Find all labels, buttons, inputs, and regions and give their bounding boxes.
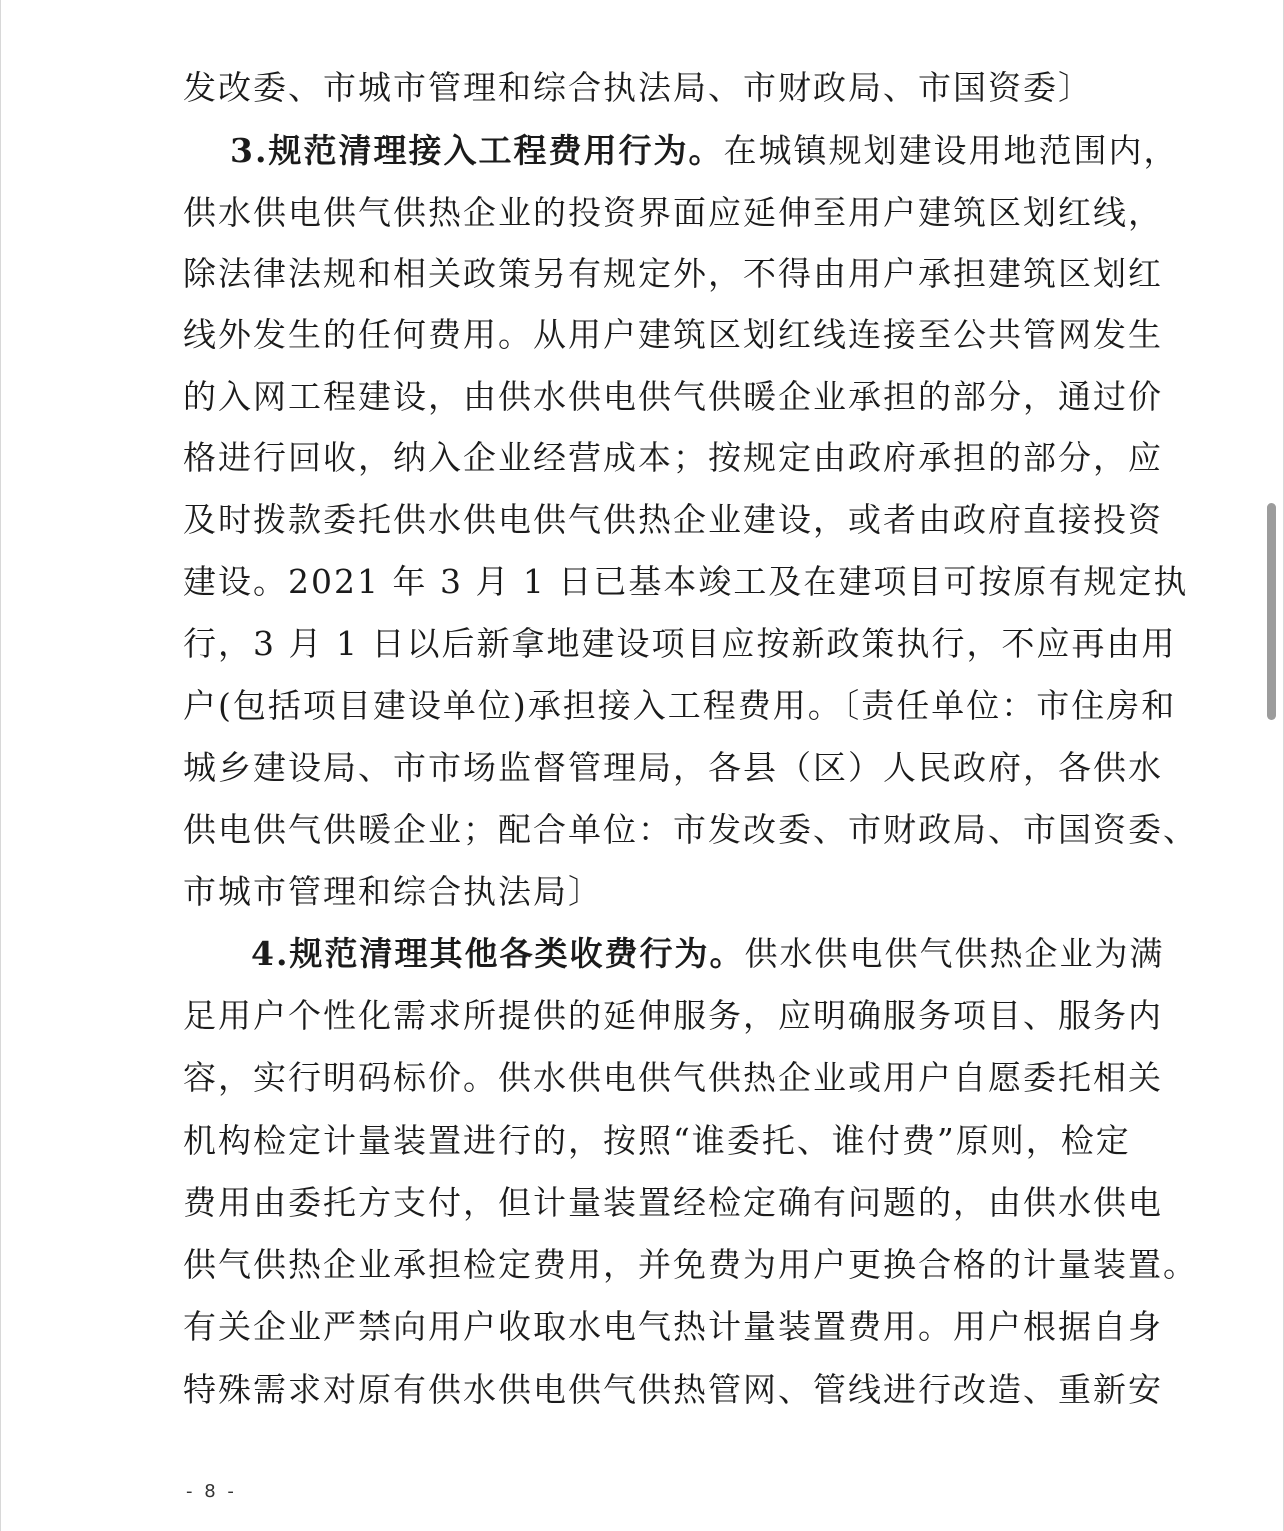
vertical-scrollbar-thumb[interactable] (1267, 503, 1276, 720)
text-line: 供水供电供气供热企业的投资界面应延伸至用户建筑区划红线， (183, 193, 1163, 232)
text-line: 建设。2021 年 3 月 1 日已基本竣工及在建项目可按原有规定执 (183, 562, 1189, 601)
text-line: 除法律法规和相关政策另有规定外，不得由用户承担建筑区划红 (183, 254, 1163, 293)
text-line: 容，实行明码标价。供水供电供气供热企业或用户自愿委托相关 (183, 1058, 1163, 1097)
section-4-first-line (251, 934, 1164, 974)
text-line: 线外发生的任何费用。从用户建筑区划红线连接至公共管网发生 (183, 315, 1163, 354)
page-number: - 8 - (186, 1481, 237, 1502)
text-line: 费用由委托方支付，但计量装置经检定确有问题的，由供水供电 (183, 1183, 1163, 1222)
text-line: 户(包括项目建设单位)承担接入工程费用。〔责任单位：市住房和 (183, 686, 1177, 725)
document-page (1, 0, 1284, 1531)
section-3-text: 在城镇规划建设用地范围内， (723, 131, 1179, 170)
text-line: 供电供气供暖企业；配合单位：市发改委、市财政局、市国资委、 (183, 810, 1198, 849)
text-line: 及时拨款委托供水供电供气供热企业建设，或者由政府直接投资 (183, 500, 1163, 539)
section-3-heading: 3.规范清理接入工程费用行为。 (230, 131, 724, 170)
text-line: 行，3 月 1 日以后新拿地建设项目应按新政策执行，不应再由用 (183, 624, 1177, 663)
text-line: 有关企业严禁向用户收取水电气热计量装置费用。用户根据自身 (183, 1307, 1163, 1346)
text-line: 格进行回收，纳入企业经营成本；按规定由政府承担的部分，应 (183, 438, 1163, 477)
text-line: 足用户个性化需求所提供的延伸服务，应明确服务项目、服务内 (183, 996, 1163, 1035)
text-line: 市城市管理和综合执法局〕 (183, 872, 603, 911)
text-line: 发改委、市城市管理和综合执法局、市财政局、市国资委〕 (183, 68, 1093, 107)
text-line: 城乡建设局、市市场监督管理局，各县（区）人民政府，各供水 (183, 748, 1163, 787)
text-line: 的入网工程建设，由供水供电供气供暖企业承担的部分，通过价 (183, 377, 1163, 416)
section-4-text: 供水供电供气供热企业为满 (744, 934, 1165, 973)
text-line: 特殊需求对原有供水供电供气供热管网、管线进行改造、重新安 (183, 1370, 1163, 1409)
section-3-first-line (230, 131, 1178, 171)
text-line: 机构检定计量装置进行的，按照“谁委托、谁付费”原则，检定 (183, 1121, 1131, 1160)
text-line: 供气供热企业承担检定费用，并免费为用户更换合格的计量装置。 (183, 1245, 1198, 1284)
section-4-heading: 4.规范清理其他各类收费行为。 (251, 934, 745, 973)
